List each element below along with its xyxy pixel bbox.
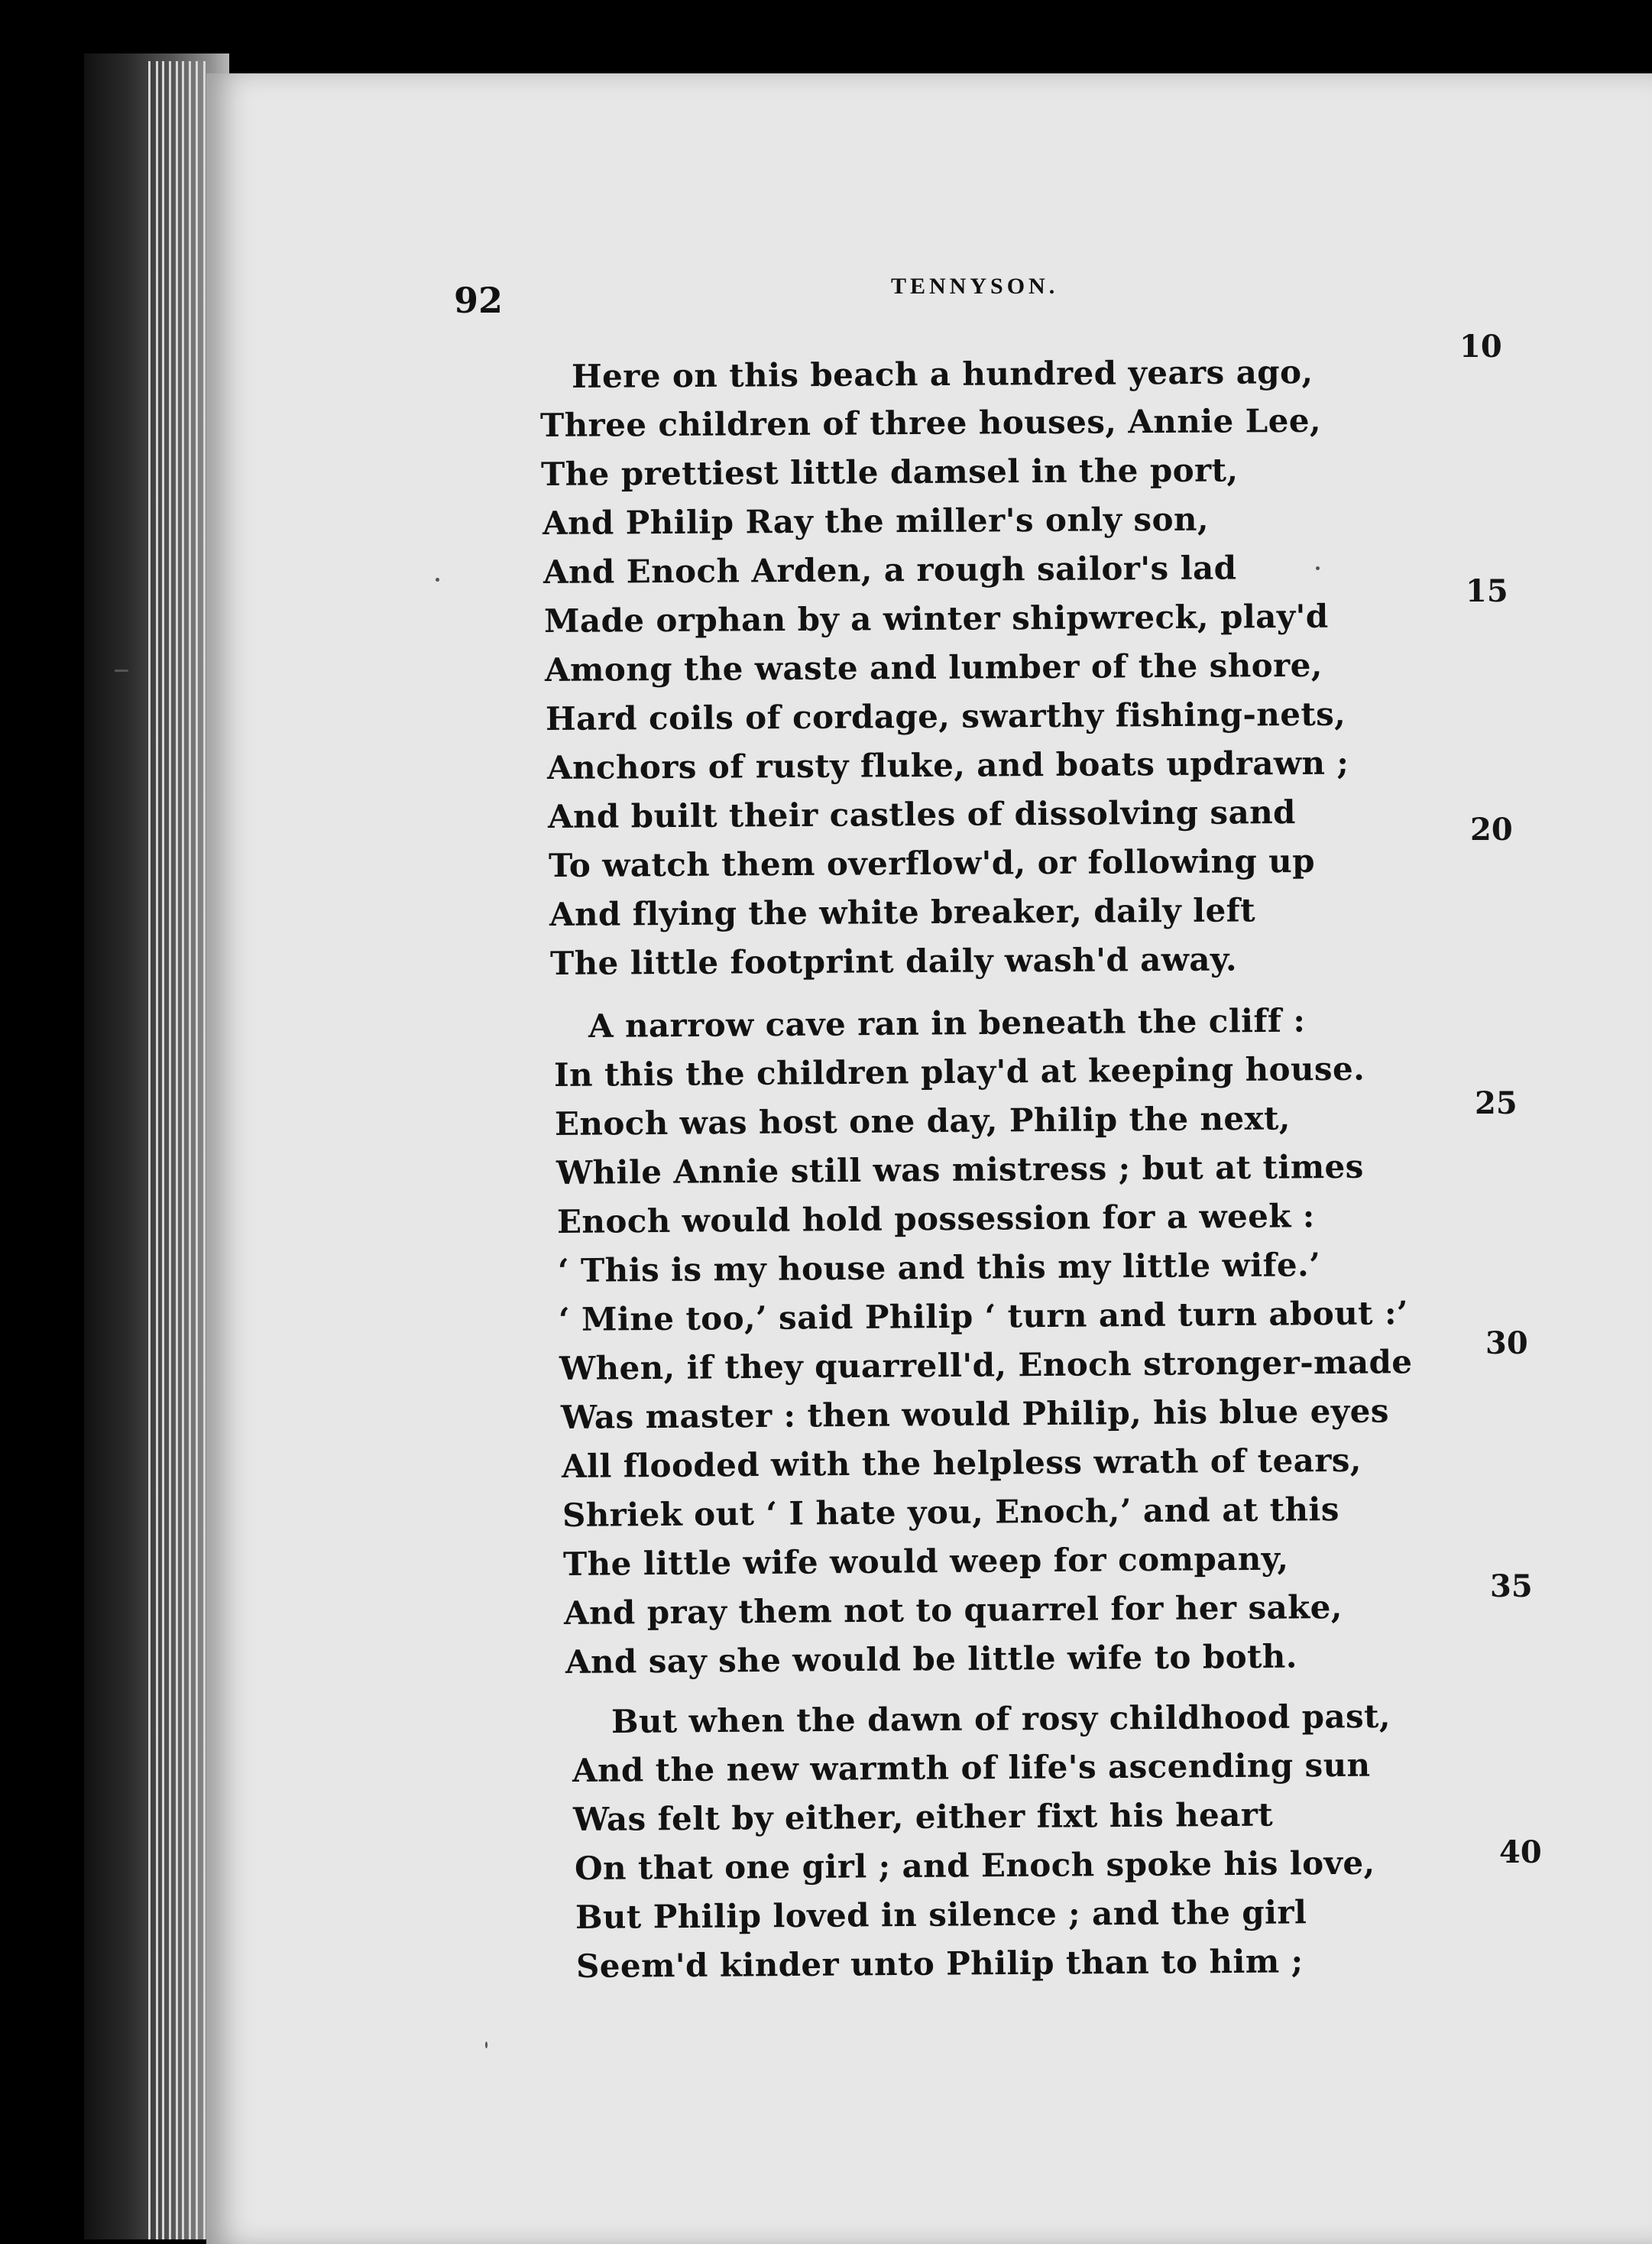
verse-line: While Annie still was mistress ; but at times [556,1147,1364,1192]
verse-line: The little footprint daily wash'd away. [550,940,1238,982]
verse-line: All flooded with the helpless wrath of tears, [561,1441,1362,1485]
verse-line: And Enoch Arden, a rough sailor's lad [543,549,1237,591]
verse-line: On that one girl ; and Enoch spoke his love, [574,1844,1375,1887]
verse-line: Here on this beach a hundred years ago, [571,353,1314,395]
verse-line: But when the dawn of rosy childhood past, [611,1697,1391,1740]
verse-line: And the new warmth of life's ascending sun [572,1746,1371,1789]
verse-line: When, if they quarrell'd, Enoch stronger-made [559,1343,1413,1387]
line-number: 25 [1475,1085,1518,1121]
line-number: 10 [1459,329,1502,365]
verse-line: Was felt by either, either fixt his heart [573,1795,1274,1838]
verse-line: Made orphan by a winter shipwreck, play'd [543,597,1329,640]
page-number: 92 [454,280,504,321]
verse-line: And pray them not to quarrel for her sake, [564,1587,1343,1632]
line-number: 20 [1470,812,1513,848]
ink-speck [436,578,439,582]
verse-line: The little wife would weep for company, [562,1539,1289,1583]
verse-line: ‘ Mine too,’ said Philip ‘ turn and turn about :’ [558,1294,1409,1338]
verse-line: And flying the white breaker, daily left [549,891,1256,933]
ink-speck [115,670,128,672]
verse-line: And Philip Ray the miller's only son, [542,500,1209,542]
line-number: 15 [1466,573,1508,609]
verse-line: Enoch was host one day, Philip the next, [555,1099,1291,1143]
verse-line: Shriek out ‘ I hate you, Enoch,’ and at this [562,1490,1339,1534]
line-number: 35 [1490,1568,1533,1604]
line-number: 30 [1485,1325,1528,1361]
verse-line: The prettiest little damsel in the port, [541,451,1239,493]
verse-line: Among the waste and lumber of the shore, [545,646,1323,689]
verse-line: To watch them overflow'd, or following up [548,842,1316,884]
line-number: 40 [1499,1834,1542,1870]
page-stack-edges [145,61,214,2239]
verse-line: Three children of three houses, Annie Lee, [540,401,1322,444]
verse-line: Anchors of rusty fluke, and boats updrawn ; [546,744,1349,786]
verse-line: Hard coils of cordage, swarthy fishing-nets, [546,695,1346,738]
verse-line: Seem'd kinder unto Philip than to him ; [575,1942,1304,1985]
verse-line: Was master : then would Philip, his blue eyes [560,1392,1389,1436]
verse-line: But Philip loved in silence ; and the girl [575,1893,1307,1936]
verse-line: A narrow cave ran in beneath the cliff : [588,1001,1306,1045]
verse-line: In this the children play'd at keeping house. [553,1049,1365,1094]
verse-line: Enoch would hold possession for a week : [556,1197,1315,1240]
verse-line: And say she would be little wife to both. [565,1637,1297,1681]
running-title: TENNYSON. [891,274,1059,299]
ink-speck [1316,566,1320,570]
ink-speck [485,2041,488,2048]
verse-line: ‘ This is my house and this my little wife.’ [557,1246,1321,1289]
verse-line: And built their castles of dissolving sand [547,793,1296,835]
